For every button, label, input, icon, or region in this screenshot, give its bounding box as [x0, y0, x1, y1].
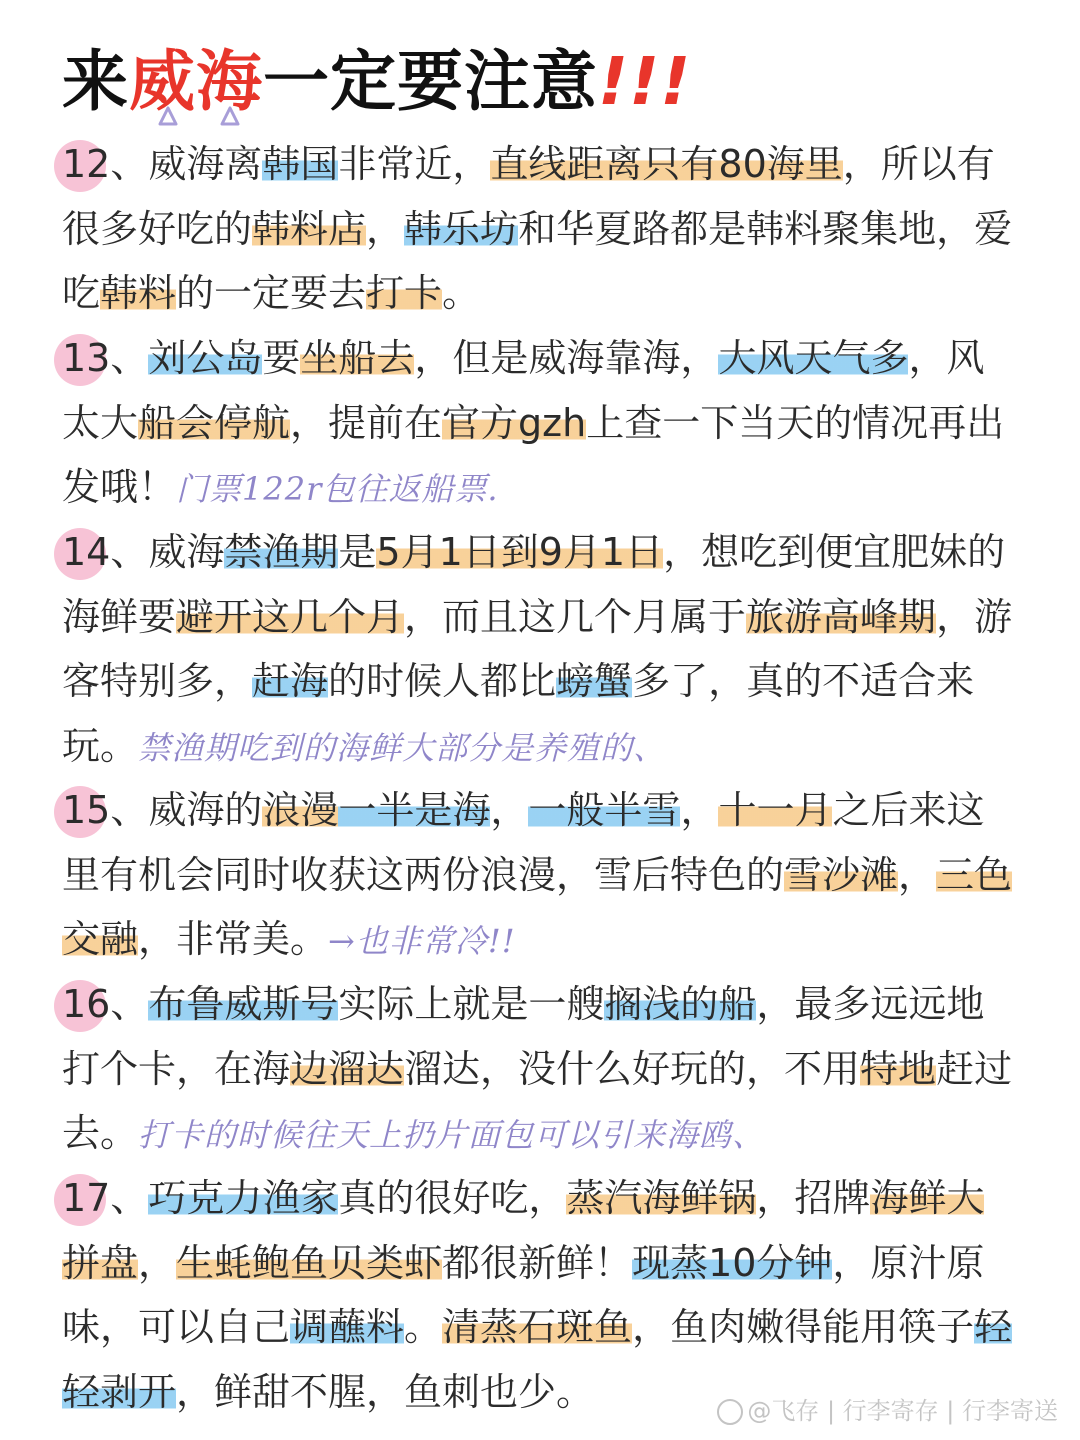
highlighted-text: 蒸汽海鲜锅 [566, 1176, 757, 1220]
watermark-text: @飞存 | 行李寄存 | 行李寄送 [747, 1397, 1058, 1425]
body-text: 、威海离 [110, 142, 263, 186]
highlighted-text: 打卡 [366, 271, 443, 315]
body-text: ， [680, 788, 719, 832]
body-text: 非常近， [338, 142, 491, 186]
body-text: 实际上就是一艘 [338, 982, 605, 1026]
highlighted-text: 韩料店 [252, 206, 367, 251]
tip-number: 17 [62, 1166, 110, 1231]
highlighted-text: 雪沙滩 [784, 852, 899, 897]
highlighted-text: 生蚝鲍鱼贝类虾 [176, 1240, 443, 1285]
body-text: 多了，真的不适合来玩。 [62, 659, 975, 768]
body-text: 、 [110, 982, 149, 1026]
tip-number: 14 [62, 520, 110, 585]
highlighted-text: 船会停航 [138, 400, 291, 445]
body-text: 上查一下当天的情况再出发哦！ [62, 400, 1005, 509]
highlighted-text: 海鲜大拼盘 [62, 1176, 985, 1285]
highlighted-text: 赶海 [252, 659, 329, 703]
highlighted-text: 官方gzh [442, 400, 587, 445]
body-text: ，鱼肉嫩得能用筷子 [632, 1305, 975, 1349]
highlighted-text: 5月1日到9月1日 [376, 530, 664, 574]
title-triangle-decor [150, 104, 250, 128]
body-text: ，提前在 [290, 400, 443, 445]
body-text: ，游客特别多， [62, 594, 1013, 703]
highlighted-text: 一半是海 [338, 788, 491, 832]
body-text: ，但是威海靠海， [414, 336, 719, 380]
body-text: ， [138, 1240, 177, 1285]
handwritten-note: 打卡的时候往天上扔片面包可以引来海鸥、 [138, 1116, 766, 1154]
body-text: 要 [262, 336, 301, 380]
highlighted-text: 一般半雪 [528, 788, 681, 832]
highlighted-text: 螃蟹 [556, 659, 633, 703]
tip-12 [62, 132, 1022, 326]
highlighted-text: 特地 [860, 1046, 937, 1091]
title-exclamation: !!! [598, 43, 692, 120]
highlighted-text: 巧克力渔家 [148, 1176, 339, 1220]
body-text: 的时候人都比 [328, 659, 557, 703]
body-text: ，最多远远地打个卡，在海 [62, 982, 985, 1091]
body-text: ，想吃到便宜肥妹的海鲜要 [62, 530, 1006, 639]
highlighted-text: 现蒸10分钟 [632, 1240, 833, 1285]
handwritten-note: 禁渔期吃到的海鲜大部分是养殖的、 [138, 728, 667, 767]
title-part-1: 来 [62, 43, 129, 120]
body-text: ，而且这几个月属于 [404, 594, 747, 639]
highlighted-text: 轻轻剥开 [62, 1305, 1013, 1414]
highlighted-text: 避开这几个月 [176, 594, 405, 639]
body-text: 、威海的 [110, 788, 263, 832]
highlighted-text: 调蘸料 [290, 1305, 405, 1349]
body-text: 都很新鲜！ [442, 1240, 633, 1285]
tip-number: 13 [62, 326, 110, 391]
tip-16 [62, 972, 1022, 1168]
highlighted-text: 浪漫 [262, 788, 339, 832]
tip-14 [62, 520, 1022, 780]
highlighted-text: 布鲁威斯号 [148, 982, 339, 1026]
highlighted-text: 韩国 [262, 142, 339, 186]
highlighted-text: 大风天气多 [718, 336, 909, 380]
highlighted-text: 旅游高峰期 [746, 594, 937, 639]
title-part-2: 威海 [129, 43, 263, 120]
triangle-icon [160, 108, 176, 124]
tip-15 [62, 778, 1022, 974]
body-text: ， [366, 206, 405, 251]
body-text: 真的很好吃， [338, 1176, 567, 1220]
body-text: 。 [442, 271, 481, 315]
body-text: 是 [338, 530, 377, 574]
tip-number: 15 [62, 778, 110, 843]
body-text: 、 [110, 1176, 149, 1220]
highlighted-text: 十一月 [718, 788, 833, 832]
handwritten-note: 门票122r包往返船票. [176, 470, 499, 508]
highlighted-text: 边溜达 [290, 1046, 405, 1091]
highlighted-text: 禁渔期 [224, 530, 339, 574]
body-text: ，所以有很多好吃的 [62, 142, 995, 251]
watermark-logo-icon [717, 1399, 743, 1425]
body-text: 和华夏路都是韩料聚集地，爱吃 [62, 206, 1013, 315]
body-text: ，原汁原味，可以自己 [62, 1240, 985, 1349]
handwritten-note: →也非常冷!! [328, 922, 516, 960]
highlighted-text: 韩料 [100, 271, 177, 315]
watermark [717, 1391, 1058, 1426]
tip-number: 12 [62, 132, 110, 197]
highlighted-text: 坐船去 [300, 336, 415, 380]
highlighted-text: 三色交融 [62, 852, 1013, 961]
body-text: 的一定要去 [176, 271, 367, 315]
highlighted-text: 搁浅的船 [604, 982, 757, 1026]
highlighted-text: 直线距离只有80海里 [490, 142, 843, 186]
body-text: ， [898, 852, 937, 897]
highlighted-text: 清蒸石斑鱼 [442, 1305, 633, 1349]
body-text: ， [490, 788, 529, 832]
body-text: 、 [110, 336, 149, 380]
triangle-icon [222, 108, 238, 124]
tip-number: 16 [62, 972, 110, 1037]
body-text: ，招牌 [756, 1176, 871, 1220]
body-text: ，风太大 [62, 336, 985, 445]
highlighted-text: 韩乐坊 [404, 206, 519, 251]
body-text: 之后来这里有机会同时收获这两份浪漫，雪后特色的 [62, 788, 985, 897]
tip-13 [62, 326, 1022, 522]
body-text: 。 [404, 1305, 443, 1349]
body-text: 溜达，没什么好玩的，不用 [404, 1046, 861, 1091]
highlighted-text: 刘公岛 [148, 336, 263, 380]
body-text: ，非常美。 [138, 917, 329, 961]
body-text: 赶过去。 [62, 1046, 1013, 1155]
body-text: ，鲜甜不腥，鱼刺也少。 [176, 1369, 595, 1414]
title-part-3: 一定要注意 [263, 43, 598, 120]
body-text: 、威海 [110, 530, 225, 574]
tip-17 [62, 1166, 1022, 1424]
